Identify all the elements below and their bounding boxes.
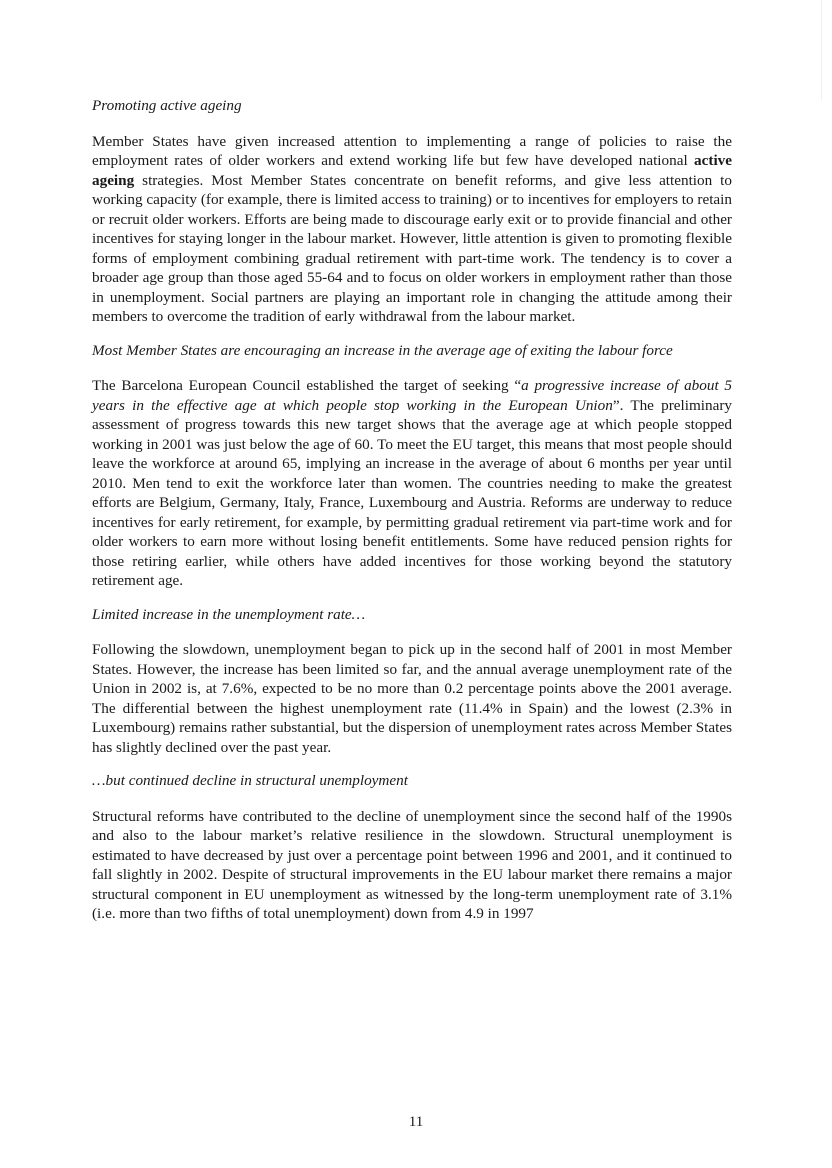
paragraph-active-ageing	[92, 132, 732, 327]
scan-edge-mark	[821, 0, 822, 100]
section-heading-unemployment-rate: Limited increase in the unemployment rate…	[92, 605, 366, 623]
paragraph-text: The Barcelona European Council established the target of seeking “	[92, 377, 522, 394]
paragraph-structural-unemployment: Structural reforms have contributed to the decline of unemployment since the second half of the 1990s and also to the labour market’s relative resilience in the slowdown. Structural unemployment is estimated to have decreased by just over a percentage point between 1996 and 2001, and it continued to fall slightly in 2002. Despite of structural improvements in the EU labour market there remains a major structural component in EU unemployment as witnessed by the long-term unemployment rate of 3.1% (i.e. more than two fifths of total unemployment) down from 4.9 in 1997	[92, 807, 732, 922]
paragraph-text: strategies. Most Member States concentrate on benefit reforms, and give less attention to working capacity (for example, there is limited access to training) or to incentives for employers to retain or recruit older workers. Efforts are being made to discourage early exit or to provide financial and other incentives for staying longer in the labour market. However, little attention is given to promoting flexible forms of employment combining gradual retirement with part-time work. The tendency is to cover a broader age group than those aged 55-64 and to focus on older workers in employment rather than those in unemployment. Social partners are playing an important role in changing the attitude among their members to overcome the tradition of early withdrawal from the labour market.	[92, 171, 732, 325]
quoted-target: a progressive increase of about 5 years in the effective age at which people stop working in the European Union	[92, 377, 732, 414]
page-number: 11	[408, 1113, 424, 1130]
document-page	[92, 96, 732, 938]
paragraph-text: ”. The preliminary assessment of progress towards this new target shows that the average age at which people stopped working in 2001 was just below the age of 60. To meet the EU target, this means that most people should leave the workforce at around 65, implying an increase in the average of about 6 months per year until 2010. Men tend to exit the workforce later than women. The countries needing to make the greatest efforts are Belgium, Germany, Italy, France, Luxembourg and Austria. Reforms are underway to reduce incentives for early retirement, for example, by permitting gradual retirement via part-time work and for older workers to earn more without losing benefit entitlements. Some have reduced pension rights for those retiring earlier, while others have added incentives for those working beyond the statutory retirement age.	[92, 396, 732, 589]
section-heading-active-ageing: Promoting active ageing	[92, 97, 242, 114]
paragraph-exit-age	[92, 376, 732, 591]
bold-term: active ageing	[92, 152, 732, 189]
section-heading-structural-unemployment: …but continued decline in structural unemployment	[92, 772, 408, 789]
paragraph-unemployment-rate: Following the slowdown, unemployment began to pick up in the second half of 2001 in most Member States. However, the increase has been limited so far, and the annual average unemployment rate of the Union in 2002 is, at 7.6%, expected to be no more than 0.2 percentage points above the 2001 average. The differential between the highest unemployment rate (11.4% in Spain) and the lowest (2.3% in Luxembourg) remains rather substantial, but the dispersion of unemployment rates across Member States has slightly declined over the past year.	[92, 641, 732, 756]
section-heading-exit-age: Most Member States are encouraging an increase in the average age of exiting the labour force	[92, 341, 673, 359]
paragraph-text: Member States have given increased attention to implementing a range of policies to raise the employment rates of older workers and extend working life but few have developed national	[92, 132, 732, 169]
